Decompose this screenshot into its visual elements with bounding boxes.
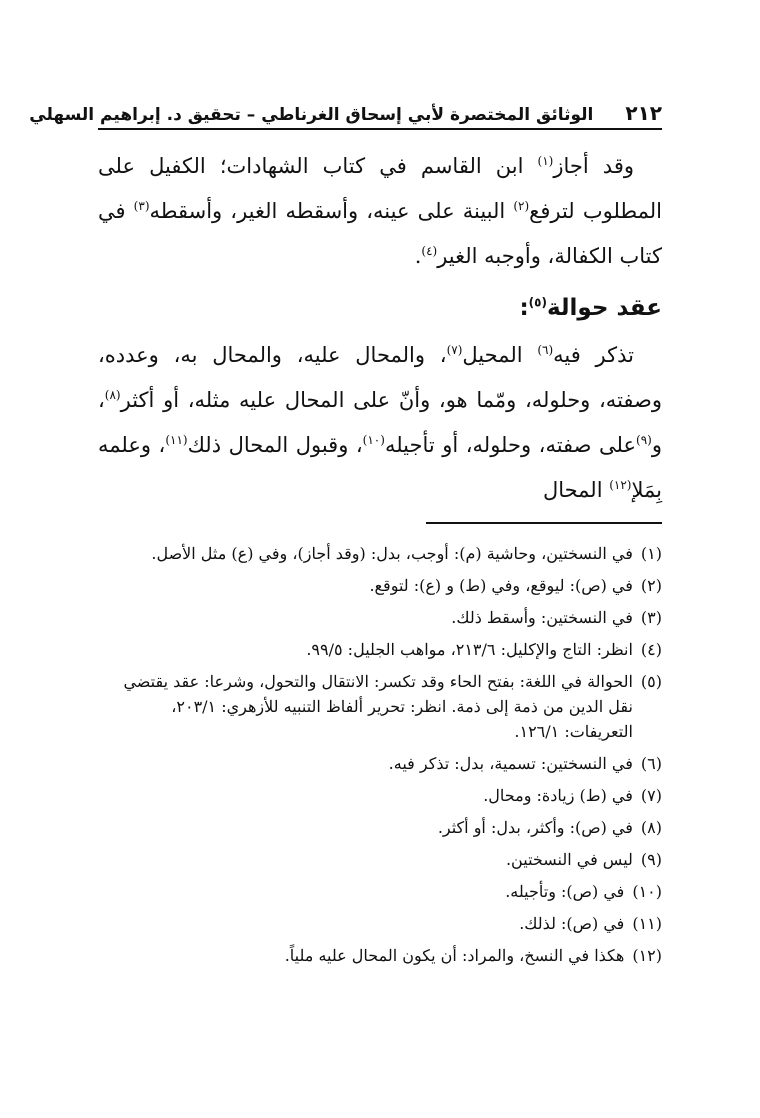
- footnote: [98, 783, 662, 808]
- footnote-text: ليس في النسختين.: [505, 850, 633, 869]
- footnote-number: (٩): [640, 850, 662, 869]
- text-run: ، والمحال عليه، والمحال به، وعدده، وصفته، وحلوله، ومّما هو، وأنّ على المحال عليه مثله، أو أكثر: [98, 343, 662, 412]
- text-run: ، وقبول المحال ذلك: [187, 433, 363, 457]
- footnote-text: في النسختين، وحاشية (م): أوجب، بدل: (وقد أجاز)، وفي (ع) مثل الأصل.: [151, 544, 633, 563]
- footnote-text: في النسختين: تسمية، بدل: تذكر فيه.: [388, 754, 633, 773]
- footnote-text: في (ط) زيادة: ومحال.: [483, 786, 633, 805]
- paragraph-kafala: [98, 144, 662, 279]
- text-run: ، و: [98, 388, 662, 457]
- footnote: [98, 751, 662, 776]
- text-run: البينة على عينه، وأسقطه الغير، وأسقطه: [149, 199, 514, 223]
- text-run: ابن القاسم في كتاب الشهادات؛ الكفيل على المطلوب لترفع: [98, 154, 662, 223]
- footnote-number: (٤): [640, 640, 662, 659]
- footnote-number: (٨): [640, 818, 662, 837]
- footnote-number: (٧): [640, 786, 662, 805]
- footnote-ref: (٥): [528, 295, 547, 310]
- footnote-text: في (ص): وتأجيله.: [505, 882, 625, 901]
- footnote-ref: (١٠): [362, 433, 385, 447]
- footnote-number: (١): [640, 544, 662, 563]
- text-run: على صفته، وحلوله، أو تأجيله: [384, 433, 637, 457]
- footnote-ref: (٣): [133, 199, 150, 213]
- running-title: الوثائق المختصرة لأبي إسحاق الغرناطي – تحقيق د. إبراهيم السهلي: [29, 105, 594, 125]
- footnote-text: في النسختين: وأسقط ذلك.: [451, 608, 633, 627]
- section-title-colon: :: [519, 295, 529, 321]
- footnote: [98, 573, 662, 598]
- footnote: [98, 847, 662, 872]
- footnote-text: في (ص): وأكثر، بدل: أو أكثر.: [437, 818, 633, 837]
- footnote: [98, 541, 662, 566]
- footnote-number: (٢): [640, 576, 662, 595]
- footnote-number: (٣): [640, 608, 662, 627]
- text-run: .: [414, 244, 422, 268]
- footnote-text: في (ص): لذلك.: [519, 914, 625, 933]
- footnote-number: (١١): [632, 914, 662, 933]
- footnote-ref: (٢): [513, 199, 530, 213]
- footnote-ref: (٦): [537, 343, 554, 357]
- footnote: [98, 815, 662, 840]
- text-run: ، وعلمه بِمَلإ: [98, 433, 662, 502]
- footnote: [98, 911, 662, 936]
- footnote-ref: (١): [537, 154, 554, 168]
- text-run: المحال: [542, 478, 610, 502]
- footnote: [98, 637, 662, 662]
- footnote-ref: (٩): [636, 433, 652, 447]
- footnote-divider: [426, 522, 662, 524]
- text-run: وقد أجاز: [553, 154, 635, 178]
- paragraph-hawala: [98, 333, 662, 513]
- text-run: في كتاب الكفالة، وأوجبه الغير: [98, 199, 662, 268]
- footnote-number: (٦): [640, 754, 662, 773]
- footnote-ref: (١٢): [609, 478, 632, 492]
- footnote-ref: (٨): [104, 388, 121, 402]
- section-title: [98, 283, 662, 333]
- footnote: [98, 943, 662, 968]
- footnote-text: الحوالة في اللغة: بفتح الحاء وقد تكسر: الانتقال والتحول، وشرعا: عقد يقتضي نقل الدين من ذمة إلى ذمة. انظر: تحرير ألفاظ التنبيه للأزهري: ٢٠٣/١، التعريفات: ١٢٦/١.: [123, 672, 633, 741]
- footnote-number: (٥): [640, 672, 662, 691]
- footnotes: [98, 541, 662, 975]
- footnote: [98, 605, 662, 630]
- text-run: تذكر فيه: [553, 343, 634, 367]
- footnote-ref: (٤): [421, 244, 438, 258]
- section-title-text: عقد حوالة: [546, 295, 662, 321]
- page-number: ٢١٢: [625, 101, 662, 125]
- text-run: المحيل: [462, 343, 538, 367]
- footnote-text: هكذا في النسخ، والمراد: أن يكون المحال عليه ملياً.: [284, 946, 625, 965]
- page-header: [29, 94, 662, 130]
- main-text: [98, 144, 662, 513]
- footnote-ref: (١١): [165, 433, 188, 447]
- footnote: [98, 879, 662, 904]
- footnote: [98, 669, 662, 744]
- footnote-text: في (ص): ليوقع، وفي (ط) و (ع): لتوقع.: [369, 576, 633, 595]
- footnote-text: انظر: التاج والإكليل: ٢١٣/٦، مواهب الجليل: ٩٩/٥.: [306, 640, 633, 659]
- footnote-ref: (٧): [446, 343, 463, 357]
- footnote-number: (١٠): [632, 882, 662, 901]
- footnote-number: (١٢): [632, 946, 662, 965]
